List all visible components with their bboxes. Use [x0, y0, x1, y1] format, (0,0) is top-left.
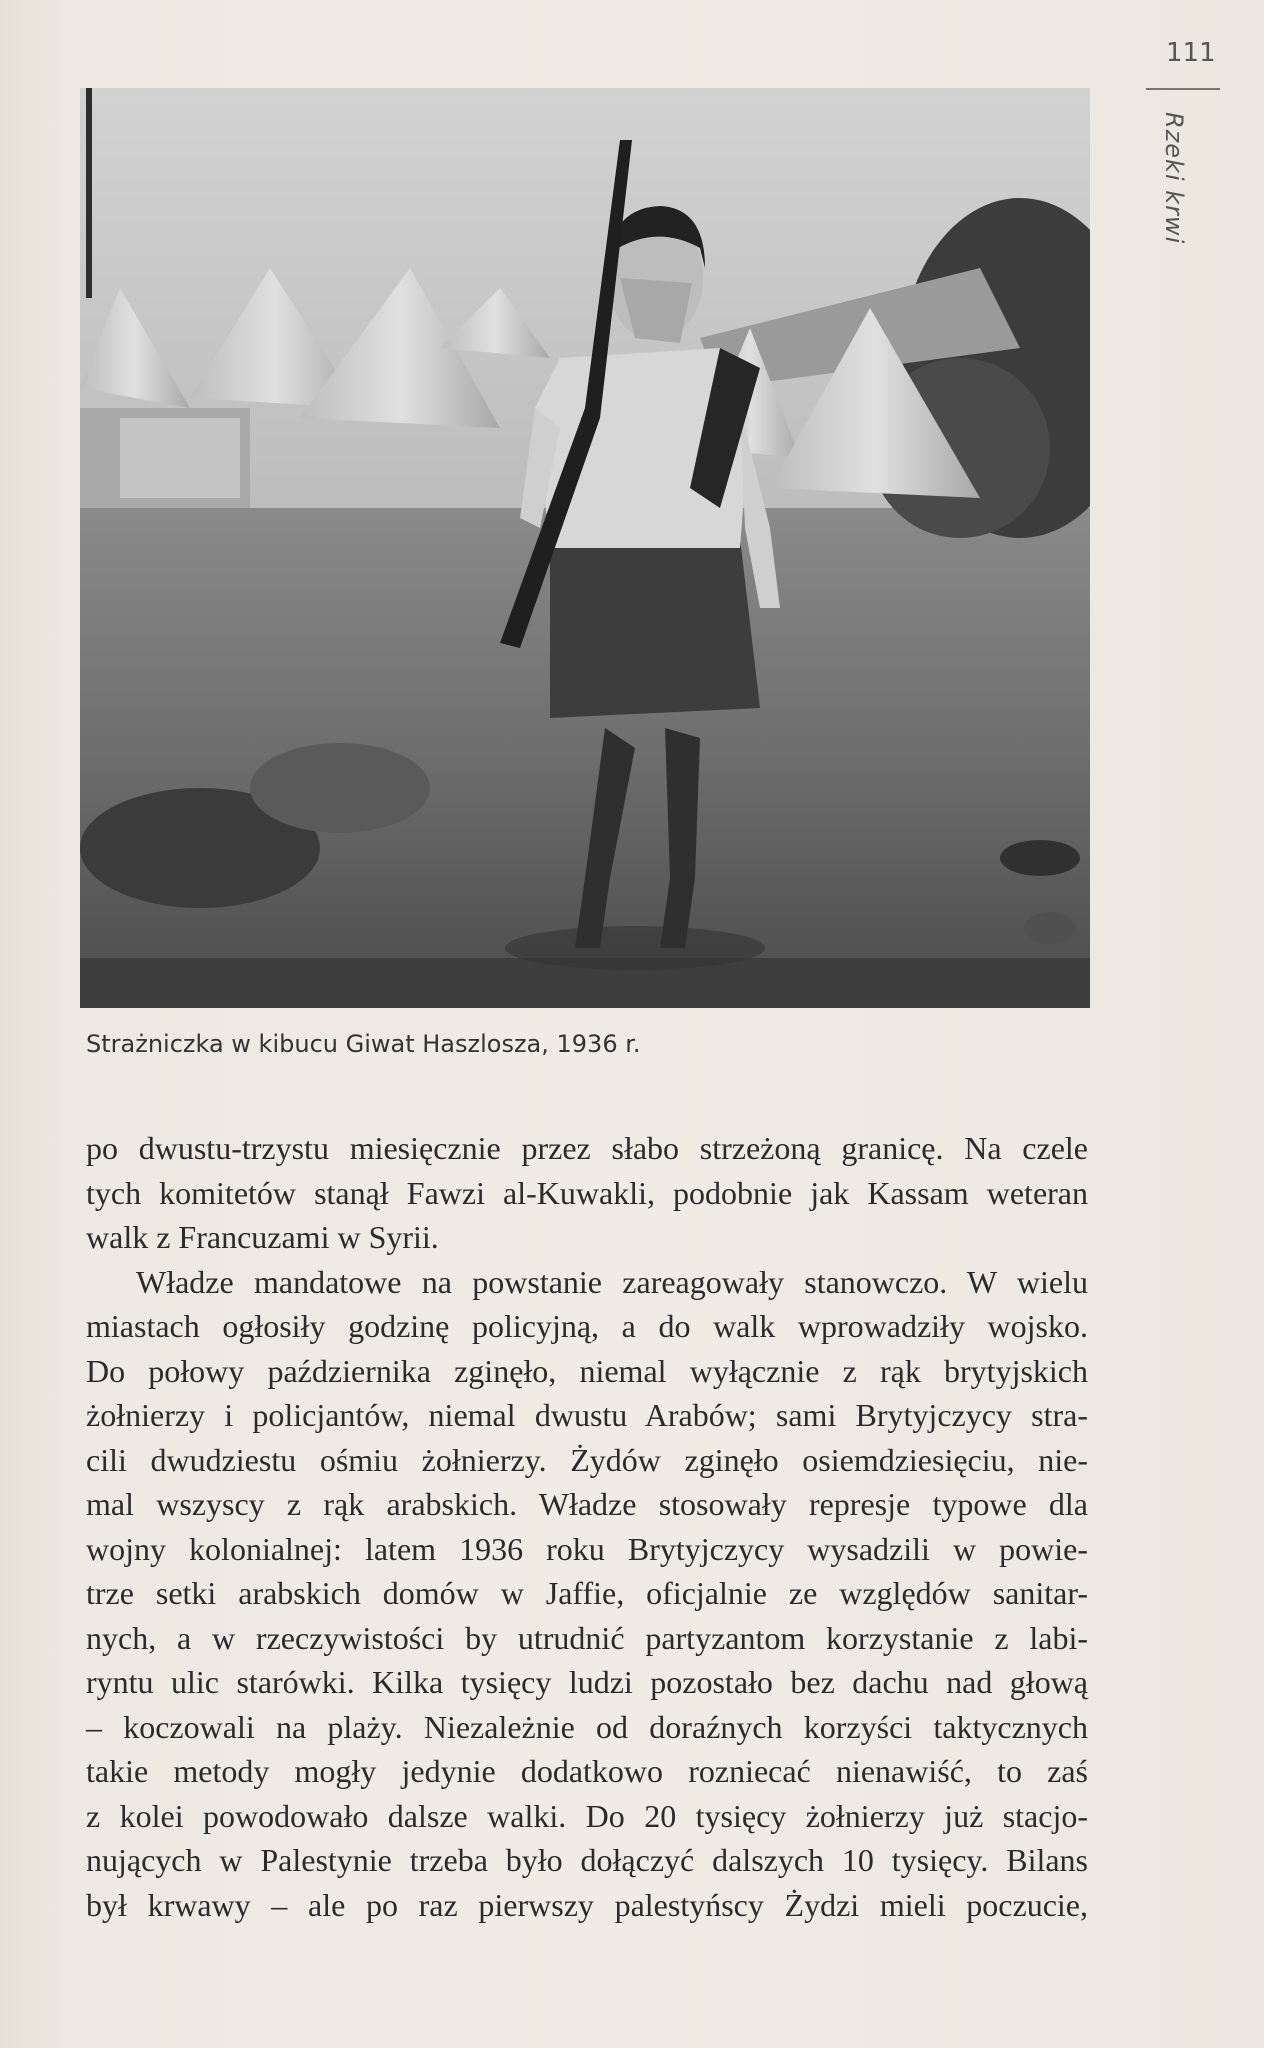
- header-rule: [1146, 88, 1220, 90]
- text-line: ryntu ulic starówki. Kilka tysięcy ludzi pozostało bez dachu nad głową: [86, 1664, 1088, 1700]
- figure-caption: Strażniczka w kibucu Giwat Haszlosza, 1936 r.: [86, 1030, 641, 1058]
- text-line: cili dwudziestu ośmiu żołnierzy. Żydów zginęło osiemdziesięciu, nie-: [86, 1441, 1088, 1478]
- text-line: po dwustu-trzystu miesięcznie przez słabo strzeżoną granicę. Na czele: [86, 1130, 1088, 1166]
- text-line: był krwawy – ale po raz pierwszy palestyńscy Żydzi mieli poczucie,: [86, 1886, 1088, 1923]
- text-line: trze setki arabskich domów w Jaffie, oficjalnie ze względów sanitar-: [86, 1575, 1088, 1611]
- text-line: walk z Francuzami w Syrii.: [86, 1219, 439, 1255]
- text-line: Władze mandatowe na powstanie zareagowały stanowczo. W wielu: [136, 1263, 1088, 1300]
- text-line: żołnierzy i policjantów, niemal dwustu Arabów; sami Brytyjczycy stra-: [86, 1397, 1088, 1433]
- text-line: miastach ogłosiły godzinę policyjną, a do walk wprowadziły wojsko.: [86, 1308, 1088, 1344]
- text-line: mal wszyscy z rąk arabskich. Władze stosowały represje typowe dla: [86, 1486, 1088, 1522]
- text-line: tych komitetów stanął Fawzi al-Kuwakli, podobnie jak Kassam weteran: [86, 1174, 1088, 1211]
- text-line: Do połowy października zginęło, niemal wyłącznie z rąk brytyjskich: [86, 1352, 1088, 1389]
- text-line: wojny kolonialnej: latem 1936 roku Brytyjczycy wysadzili w powie-: [86, 1530, 1088, 1567]
- photograph: [80, 88, 1090, 1008]
- text-line: nych, a w rzeczywistości by utrudnić partyzantom korzystanie z labi-: [86, 1619, 1088, 1656]
- text-line: takie metody mogły jedynie dodatkowo rozniecać nienawiść, to zaś: [86, 1753, 1088, 1789]
- page-number: 111: [1166, 38, 1216, 68]
- text-line: z kolei powodowało dalsze walki. Do 20 tysięcy żołnierzy już stacjo-: [86, 1797, 1088, 1834]
- text-line: – koczowali na plaży. Niezależnie od doraźnych korzyści taktycznych: [86, 1708, 1088, 1745]
- body-text: [86, 1126, 1088, 1927]
- running-head: Rzeki krwi: [1160, 112, 1188, 245]
- text-line: nujących w Palestynie trzeba było dołączyć dalszych 10 tysięcy. Bilans: [86, 1842, 1088, 1878]
